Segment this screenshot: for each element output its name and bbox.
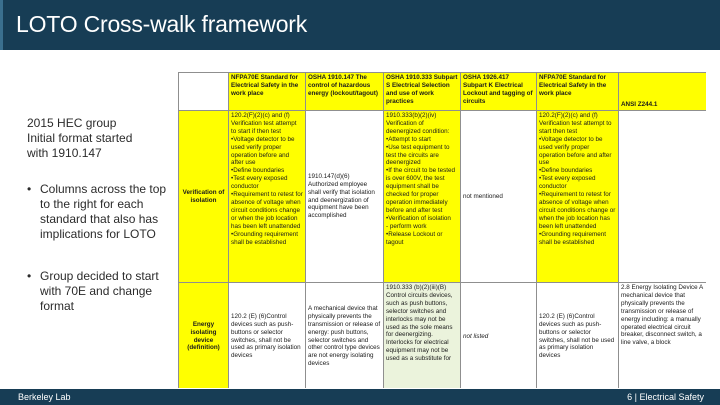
bullet-item [27, 182, 175, 242]
table-cell: 1910.333(b)(2)(iv) Verification of deenergized condition: •Attempt to start •Use test equipment to test the circuits are deenergized •If the circuit to be tested is over 600V, the test equipment shall be checked for proper operation immediately before and after test •Verification of isolation - perform work •Release Lockout or tagout [384, 111, 461, 283]
bullet-text: Group decided to start with 70E and change format [40, 269, 159, 313]
title-bar [0, 0, 720, 50]
table-cell: 120.2 (E) (6)Control devices such as push-buttons or selector switches, shall not be used as primary isolation devices [229, 283, 306, 389]
intro-line: 2015 HEC group [27, 116, 117, 130]
table-cell: 1910.333 (b)(2)(iii)(B) Control circuits devices, such as push buttons, selector switches and interlocks may not be used as the sole means for deenergizing. Interlocks for electrical equipment may not be used as a substitute for [384, 283, 461, 389]
footer-bar [0, 389, 720, 405]
footer-page-label: 6 | Electrical Safety [627, 392, 704, 402]
bullet-text: Columns across the top to the right for each standard that also has implications for LOTO [40, 182, 167, 241]
row-category: Energy isolating device (definition) [179, 283, 229, 389]
left-text-panel [27, 116, 175, 314]
row-category: Verification of isolation [179, 111, 229, 283]
header-cell: ANSI Z244.1 [619, 73, 707, 111]
header-cell: OSHA 1910.147 The control of hazardous energy (lockout/tagout) [306, 73, 384, 111]
table-cell: 120.2(F)(2)(c) and (f) Verification test attempt to start then test •Voltage detector to be used verify proper operation before and after use •Define boundaries •Test every exposed conductor •Requirement to retest for absence of voltage when circuit conditions change or when the job location has been left unattended •Grounding requirement shall be established [537, 111, 619, 283]
table-cell: 120.2 (E) (6)Control devices such as push-buttons or selector switches, shall not be used as primary isolation devices [537, 283, 619, 389]
table-cell: 120.2(F)(2)(c) and (f) Verification test attempt to start if then test •Voltage detector to be used verify proper operation before and after use •Define boundaries •Test every exposed conductor •Requirement to retest for absence of voltage when circuit conditions change or when the job location has been left unattended •Grounding requirement shall be established [229, 111, 306, 283]
crosswalk-table-image [178, 72, 706, 388]
slide-title: LOTO Cross-walk framework [16, 11, 308, 37]
table-cell: not mentioned [461, 111, 537, 283]
table-row [179, 111, 707, 283]
table-cell: not listed [461, 283, 537, 389]
header-cell: NFPA70E Standard for Electrical Safety in the work place [229, 73, 306, 111]
table-cell: 2.8 Energy Isolating Device A mechanical device that physically prevents the transmission or release of energy including: a manually operated electrical circuit breaker, disconnect switch, a line valve, a block [619, 283, 707, 389]
bullet-dot-icon: • [27, 269, 32, 283]
intro-line: Initial format started [27, 131, 133, 145]
title-accent-stripe [0, 0, 3, 50]
table-row [179, 283, 707, 389]
intro-text [27, 116, 175, 161]
bullet-dot-icon: • [27, 182, 32, 196]
footer-org: Berkeley Lab [18, 392, 71, 402]
header-cell: OSHA 1926.417 Subpart K Electrical Lockout and tagging of circuits [461, 73, 537, 111]
crosswalk-table [178, 72, 706, 388]
bullet-item [27, 269, 175, 314]
table-cell [619, 111, 707, 283]
table-cell: 1910.147(d)(6) Authorized employee shall verify that isolation and deenergization of equipment have been accomplished [306, 111, 384, 283]
header-cell: OSHA 1910.333 Subpart S Electrical Selection and use of work practices [384, 73, 461, 111]
header-cell [179, 73, 229, 111]
intro-line: with 1910.147 [27, 146, 102, 160]
header-cell: NFPA70E Standard for Electrical Safety in the work place [537, 73, 619, 111]
table-header-row [179, 73, 707, 111]
table-cell: A mechanical device that physically prevents the transmission or release of energy: push buttons, selector switches and other control type devices are not energy isolating devices [306, 283, 384, 389]
